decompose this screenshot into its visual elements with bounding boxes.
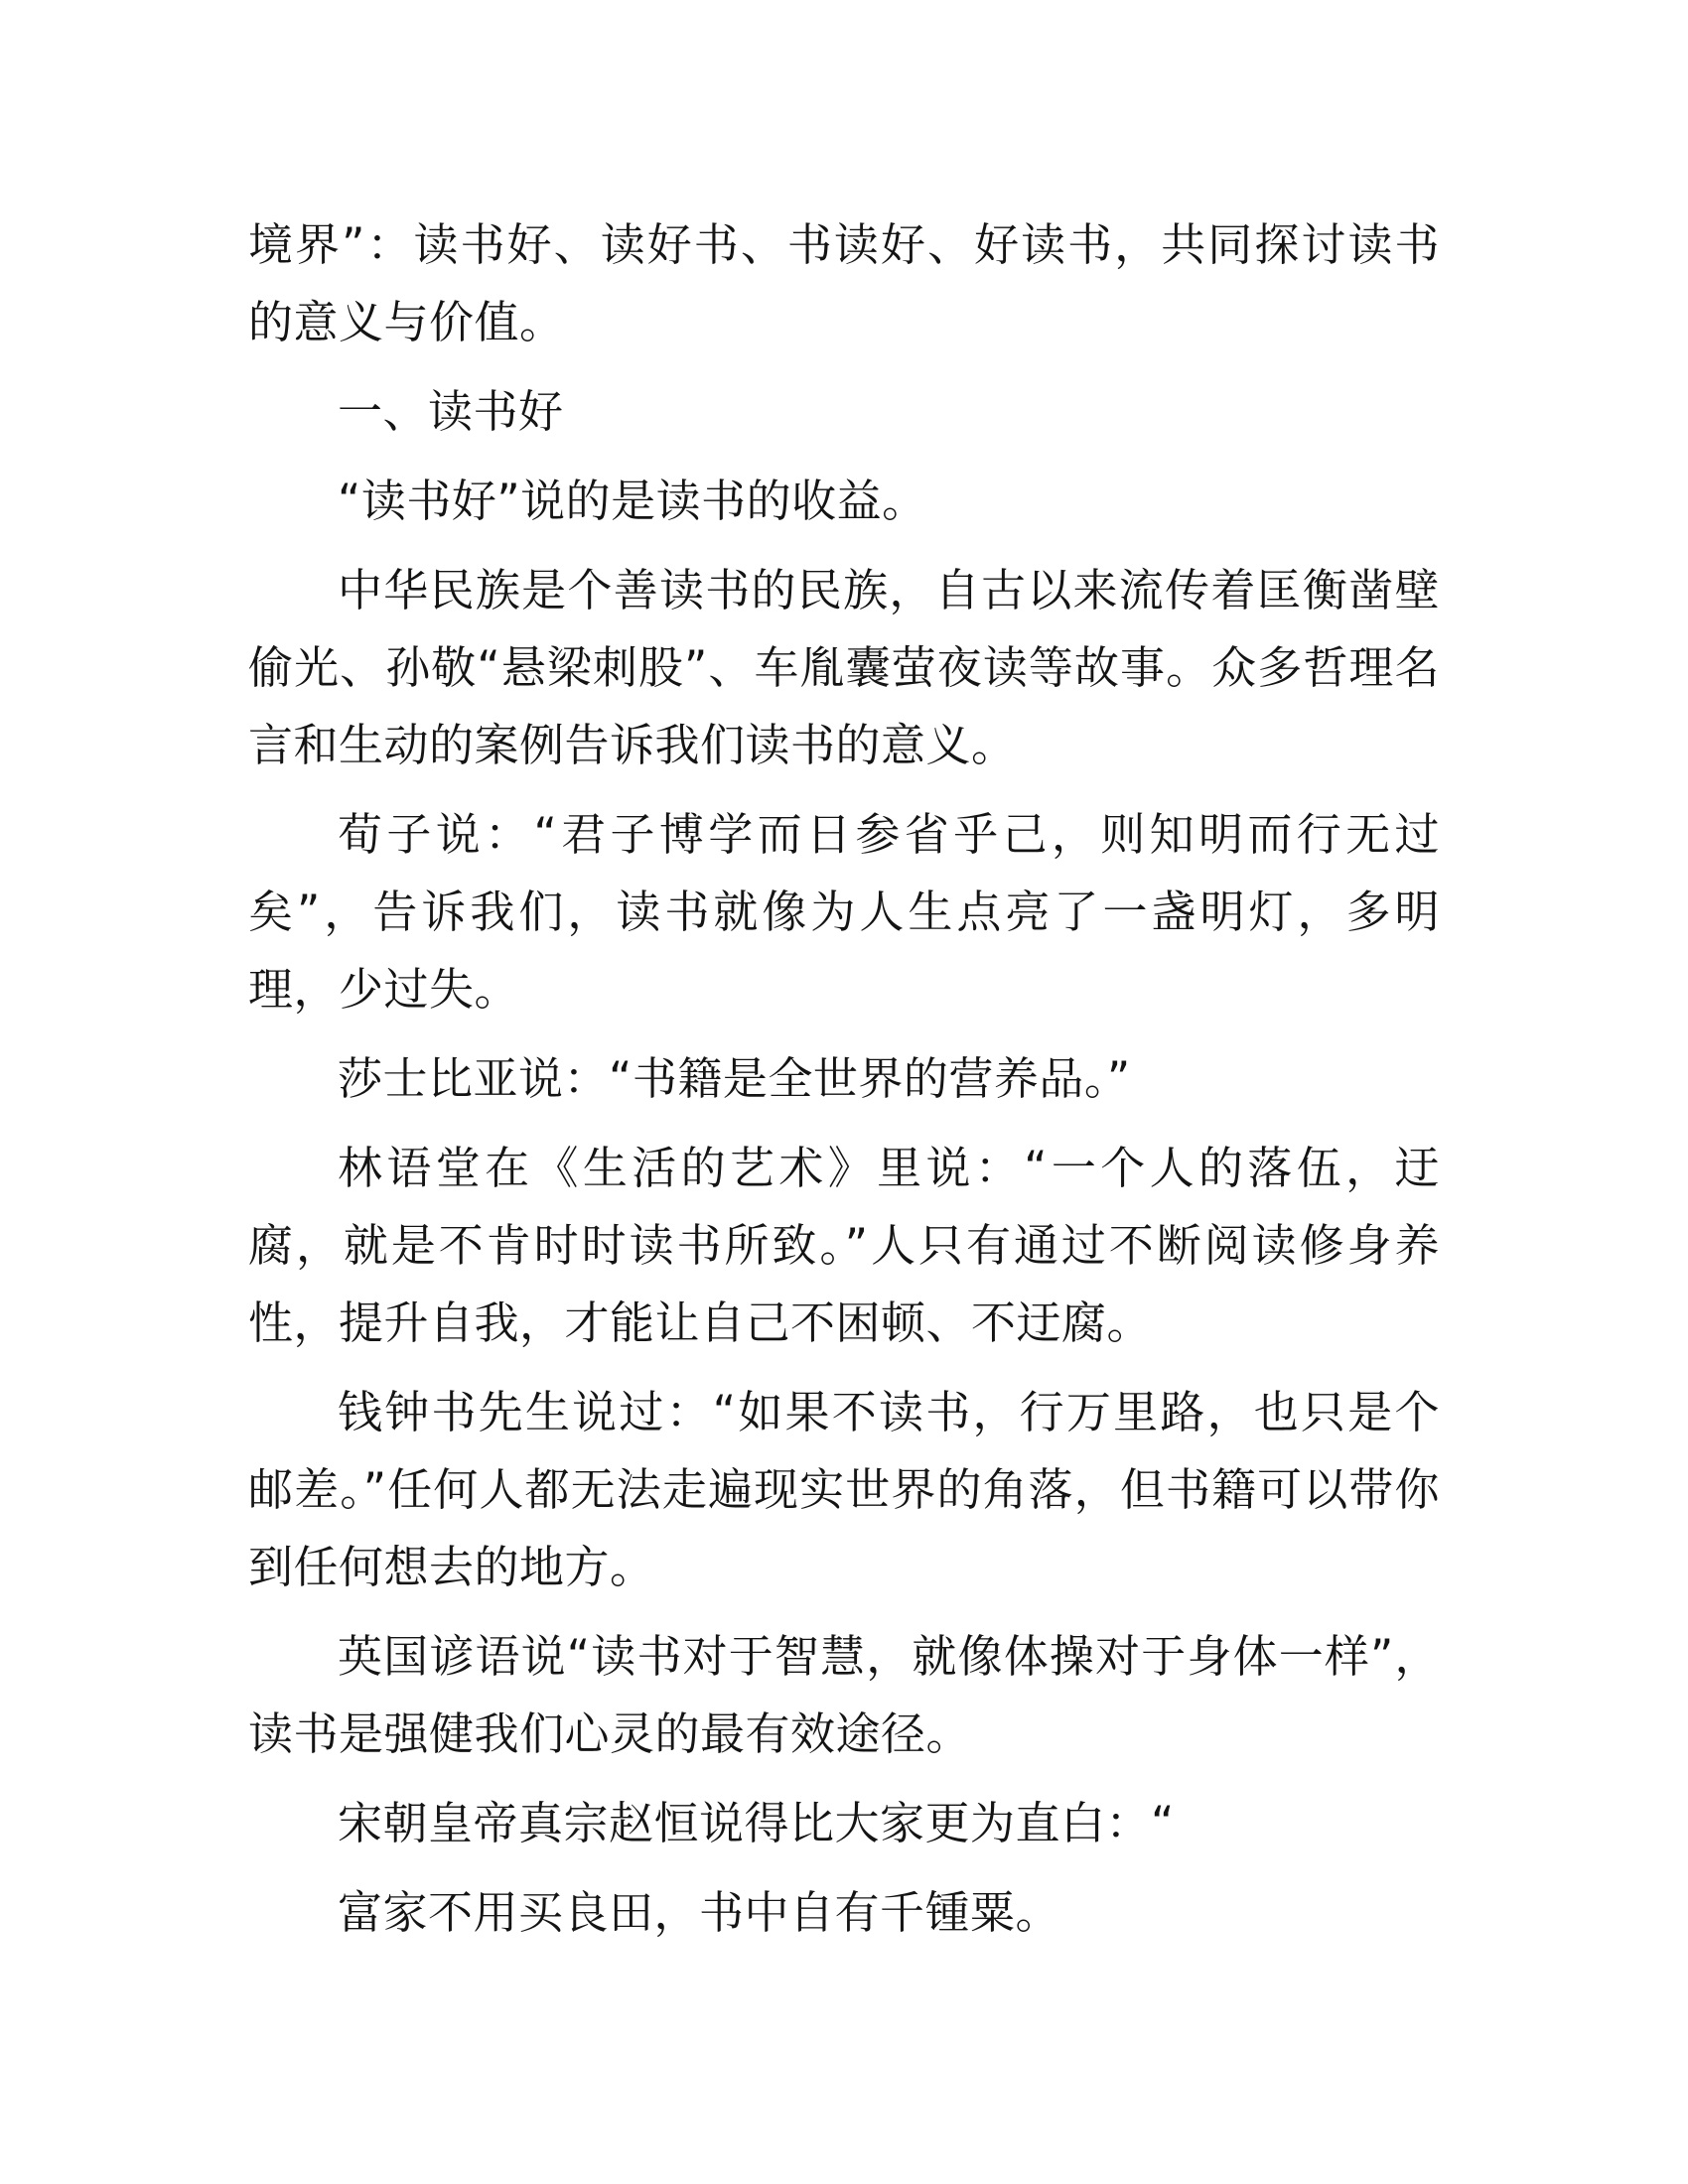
document-body xyxy=(248,206,1440,1964)
paragraph-qian-zhongshu-quote: 钱钟书先生说过：“如果不读书，行万里路，也只是个邮差。”任何人都无法走遍现实世界的角落，但书籍可以带你到任何想去的地方。 xyxy=(248,1386,1440,1593)
paragraph-benefit: “读书好”说的是读书的收益。 xyxy=(338,475,927,527)
paragraph-lin-yutang-quote: 林语堂在《生活的艺术》里说：“一个人的落伍，迂腐，就是不肯时时读书所致。”人只有通过不断阅读修身养性，提升自我，才能让自己不困顿、不迂腐。 xyxy=(248,1142,1440,1349)
paragraph-english-proverb: 英国谚语说“读书对于智慧，就像体操对于身体一样”，读书是强健我们心灵的最有效途径。 xyxy=(248,1630,1440,1760)
paragraph-shakespeare-quote: 莎士比亚说：“书籍是全世界的营养品。” xyxy=(338,1052,1131,1105)
paragraph-intro-continuation: 境界”：读书好、读好书、书读好、好读书，共同探讨读书的意义与价值。 xyxy=(248,218,1440,348)
paragraph-emperor-zhenzong: 宋朝皇帝真宗赵恒说得比大家更为直白：“ xyxy=(338,1797,1175,1849)
section-heading-reading-good: 一、读书好 xyxy=(338,385,564,438)
paragraph-xunzi-quote: 荀子说：“君子博学而日参省乎己，则知明而行无过矣”，告诉我们，读书就像为人生点亮了一盏明灯，多明理，少过失。 xyxy=(248,808,1440,1016)
paragraph-poem-line: 富家不用买良田，书中自有千锺粟。 xyxy=(338,1886,1061,1939)
paragraph-chinese-stories: 中华民族是个善读书的民族，自古以来流传着匡衡凿壁偷光、孙敬“悬梁刺股”、车胤囊萤夜读等故事。众多哲理名言和生动的案例告诉我们读书的意义。 xyxy=(248,564,1440,771)
